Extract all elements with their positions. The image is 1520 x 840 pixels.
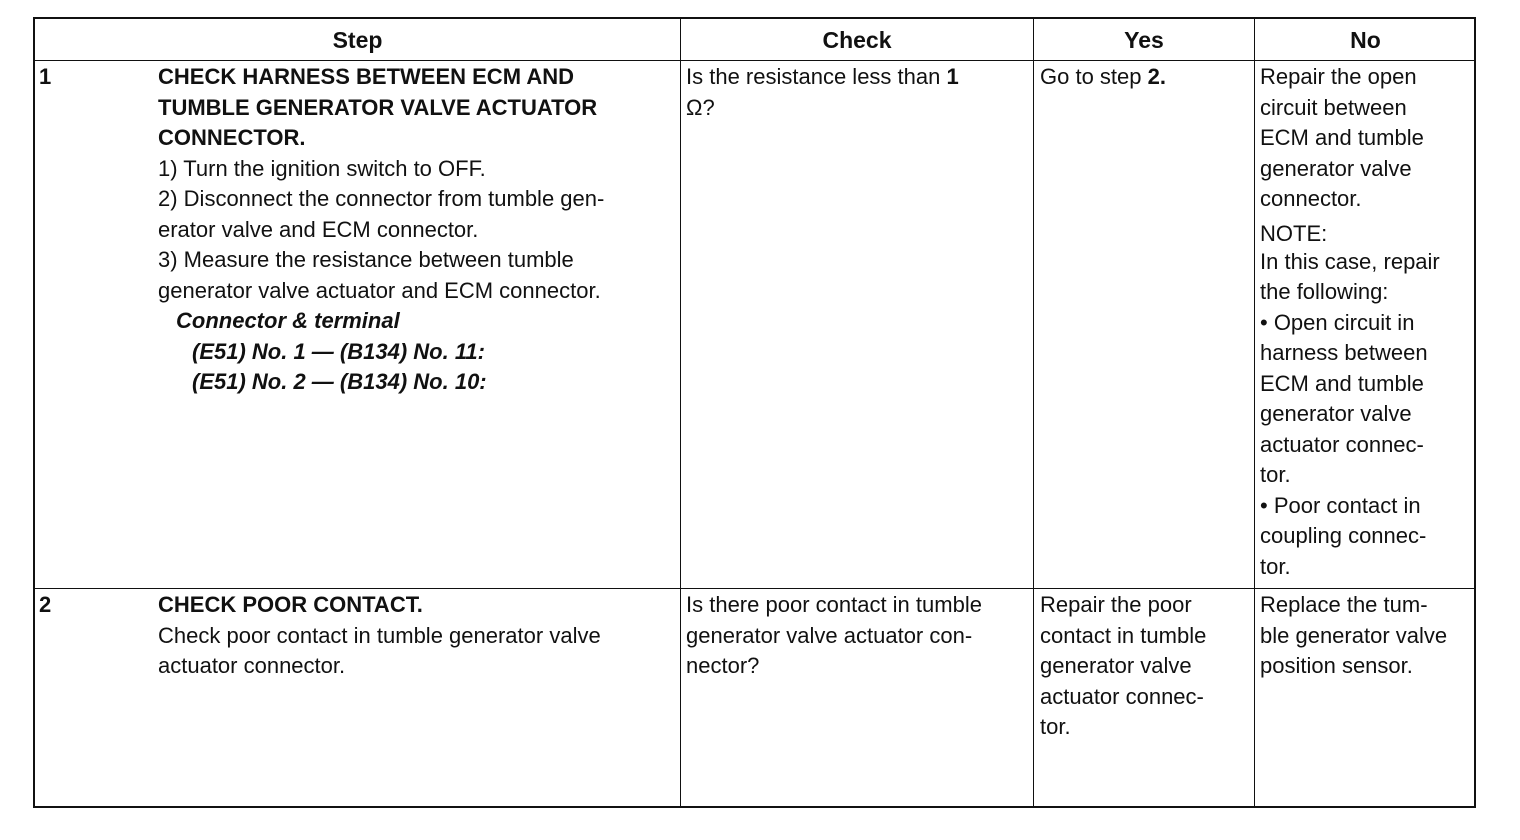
yes-cell: [1040, 590, 1206, 743]
step-instruction: actuator connector.: [158, 653, 346, 678]
note-line: tor.: [1260, 553, 1291, 579]
check-question: [686, 62, 959, 93]
no-action-line: position sensor.: [1260, 653, 1413, 678]
yes-action: [1040, 62, 1166, 93]
yes-action-line: contact in tumble: [1040, 622, 1207, 648]
step-title-line: CHECK HARNESS BETWEEN ECM AND: [158, 64, 574, 89]
header-step: Step: [332, 27, 383, 53]
step-instruction: Check poor contact in tumble generator valve: [158, 622, 601, 648]
yes-cell: [1040, 62, 1166, 93]
note-line: generator valve: [1260, 401, 1412, 426]
no-action-line: circuit between: [1260, 94, 1407, 120]
step-cell: [158, 590, 601, 682]
troubleshooting-table: [33, 17, 1476, 808]
step-number: 2: [39, 592, 52, 617]
no-action-line: ble generator valve: [1260, 622, 1448, 648]
header-no: No: [1350, 27, 1381, 53]
step-number: 1: [39, 64, 52, 89]
column-divider: [680, 19, 681, 806]
note-line: In this case, repair: [1260, 248, 1440, 274]
spec-line: (E51) No. 2 — (B134) No. 10:: [192, 369, 487, 394]
check-question-line: nector?: [686, 653, 760, 678]
row-divider: [35, 588, 1474, 589]
header-yes: Yes: [1124, 27, 1164, 53]
no-cell: [1260, 62, 1440, 582]
column-divider: [1033, 19, 1034, 806]
step-title-line: TUMBLE GENERATOR VALVE ACTUATOR: [158, 94, 598, 120]
step-instruction: erator valve and ECM connector.: [158, 216, 479, 242]
note-line: the following:: [1260, 279, 1389, 304]
note-line: • Poor contact in: [1260, 492, 1421, 518]
note-line: ECM and tumble: [1260, 370, 1424, 396]
step-title-line: CONNECTOR.: [158, 125, 306, 150]
step-title-line: CHECK POOR CONTACT.: [158, 592, 423, 617]
spec-line: (E51) No. 1 — (B134) No. 11:: [192, 338, 485, 364]
note-line: • Open circuit in: [1260, 309, 1415, 335]
note-line: coupling connec-: [1260, 523, 1427, 548]
column-divider: [1254, 19, 1255, 806]
check-question-text: Is the resistance less than: [686, 64, 947, 89]
yes-action-line: Repair the poor: [1040, 592, 1192, 617]
step-cell: [158, 62, 604, 398]
yes-action-text: Go to step: [1040, 64, 1148, 89]
yes-action-line: generator valve: [1040, 653, 1192, 678]
check-cell: [686, 590, 982, 682]
check-question-value: 1: [946, 64, 959, 89]
no-action-line: connector.: [1260, 186, 1362, 211]
note-label: NOTE:: [1260, 220, 1328, 246]
no-action-line: ECM and tumble: [1260, 125, 1424, 150]
header-divider: [35, 60, 1474, 61]
check-cell: [686, 62, 959, 123]
note-line: actuator connec-: [1260, 431, 1424, 457]
step-instruction: 1) Turn the ignition switch to OFF.: [158, 155, 486, 181]
header-check: Check: [822, 27, 892, 53]
no-action-line: Repair the open: [1260, 64, 1417, 89]
yes-action-line: actuator connec-: [1040, 683, 1204, 709]
step-instruction: 3) Measure the resistance between tumble: [158, 247, 574, 272]
yes-action-step: 2.: [1147, 64, 1166, 89]
no-action-line: Replace the tum-: [1260, 592, 1428, 617]
yes-action-line: tor.: [1040, 714, 1071, 739]
no-action-line: generator valve: [1260, 155, 1412, 181]
step-instruction: 2) Disconnect the connector from tumble gen-: [158, 186, 605, 211]
no-cell: [1260, 590, 1447, 682]
step-instruction: generator valve actuator and ECM connector.: [158, 277, 601, 303]
note-line: harness between: [1260, 340, 1428, 365]
check-question-line: generator valve actuator con-: [686, 622, 973, 648]
note-line: tor.: [1260, 462, 1291, 487]
check-question-line: Is there poor contact in tumble: [686, 592, 982, 617]
spec-label: Connector & terminal: [176, 308, 400, 333]
check-question-unit: Ω?: [686, 94, 715, 120]
